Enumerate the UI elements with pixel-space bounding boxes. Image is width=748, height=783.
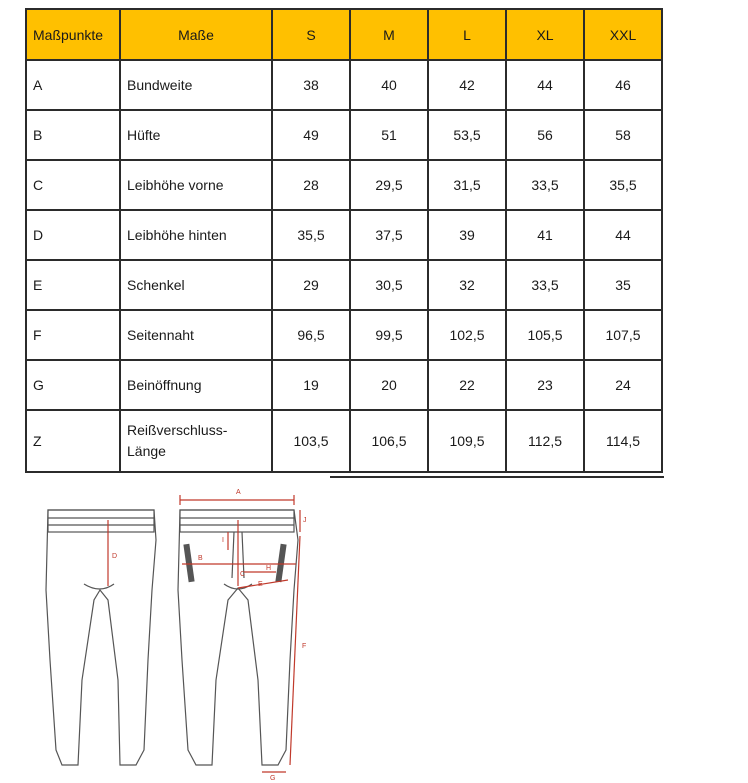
header-cell: L [428, 9, 506, 60]
measure-label-a: A [236, 489, 241, 496]
size-value: 35,5 [584, 160, 662, 210]
table-underline-divider [330, 476, 664, 478]
size-value: 22 [428, 360, 506, 410]
measure-line-e [238, 580, 288, 588]
size-value: 112,5 [506, 410, 584, 472]
table-row [26, 60, 662, 110]
measure-label-j: J [303, 517, 307, 524]
table-row [26, 210, 662, 260]
size-value: 29 [272, 260, 350, 310]
measure-label-f: F [302, 643, 307, 650]
pants-front-waistband [180, 510, 294, 532]
measure-label: Hüfte [120, 110, 272, 160]
measure-code: C [26, 160, 120, 210]
measure-code: A [26, 60, 120, 110]
size-value: 46 [584, 60, 662, 110]
header-cell: Maßpunkte [26, 9, 120, 60]
front-pocket-right [275, 544, 286, 582]
table-row [26, 260, 662, 310]
size-value: 39 [428, 210, 506, 260]
table-header-row [26, 9, 662, 60]
front-pocket-left [183, 544, 194, 582]
size-value: 29,5 [350, 160, 428, 210]
measure-label: Leibhöhe hinten [120, 210, 272, 260]
size-value: 20 [350, 360, 428, 410]
measure-label-i: I [222, 537, 224, 544]
measure-code: B [26, 110, 120, 160]
size-value: 44 [506, 60, 584, 110]
size-value: 32 [428, 260, 506, 310]
size-value: 19 [272, 360, 350, 410]
table-row [26, 410, 662, 472]
size-value: 31,5 [428, 160, 506, 210]
size-value: 40 [350, 60, 428, 110]
measure-label-line: Länge [127, 443, 166, 459]
measure-label-e: E [258, 581, 263, 588]
size-value: 33,5 [506, 160, 584, 210]
measure-label-d: D [112, 553, 118, 560]
size-value: 106,5 [350, 410, 428, 472]
pants-measurement-diagram [38, 480, 318, 780]
measure-label-c: C [240, 571, 246, 578]
measure-label: Seitennaht [120, 310, 272, 360]
table-row [26, 160, 662, 210]
measure-label: Beinöffnung [120, 360, 272, 410]
measure-code: Z [26, 410, 120, 472]
measure-code: E [26, 260, 120, 310]
size-value: 105,5 [506, 310, 584, 360]
size-value: 114,5 [584, 410, 662, 472]
header-cell: XXL [584, 9, 662, 60]
size-value: 102,5 [428, 310, 506, 360]
size-value: 107,5 [584, 310, 662, 360]
size-value: 51 [350, 110, 428, 160]
size-value: 58 [584, 110, 662, 160]
size-value: 33,5 [506, 260, 584, 310]
size-value: 38 [272, 60, 350, 110]
size-value: 53,5 [428, 110, 506, 160]
size-value: 99,5 [350, 310, 428, 360]
pants-back-outline [46, 510, 156, 765]
table-row [26, 110, 662, 160]
size-value: 109,5 [428, 410, 506, 472]
size-value: 35 [584, 260, 662, 310]
measure-label-h: H [266, 565, 272, 572]
measure-label [120, 410, 272, 472]
measure-label-b: B [198, 555, 203, 562]
size-value: 28 [272, 160, 350, 210]
size-value: 23 [506, 360, 584, 410]
header-cell: S [272, 9, 350, 60]
measure-label: Schenkel [120, 260, 272, 310]
size-value: 24 [584, 360, 662, 410]
measure-label-g: G [270, 775, 276, 780]
measure-label: Leibhöhe vorne [120, 160, 272, 210]
measure-label: Bundweite [120, 60, 272, 110]
header-cell: XL [506, 9, 584, 60]
header-cell: M [350, 9, 428, 60]
size-value: 96,5 [272, 310, 350, 360]
size-value: 41 [506, 210, 584, 260]
size-value: 49 [272, 110, 350, 160]
table-row [26, 360, 662, 410]
size-value: 30,5 [350, 260, 428, 310]
table-row [26, 310, 662, 360]
header-cell: Maße [120, 9, 272, 60]
size-value: 44 [584, 210, 662, 260]
size-chart-table [25, 8, 663, 473]
size-value: 42 [428, 60, 506, 110]
measure-code: G [26, 360, 120, 410]
size-value: 56 [506, 110, 584, 160]
pants-back-waistband [48, 510, 154, 532]
size-value: 103,5 [272, 410, 350, 472]
size-value: 37,5 [350, 210, 428, 260]
size-value: 35,5 [272, 210, 350, 260]
measure-code: D [26, 210, 120, 260]
measure-label-line: Reißverschluss- [127, 422, 228, 438]
measure-code: F [26, 310, 120, 360]
